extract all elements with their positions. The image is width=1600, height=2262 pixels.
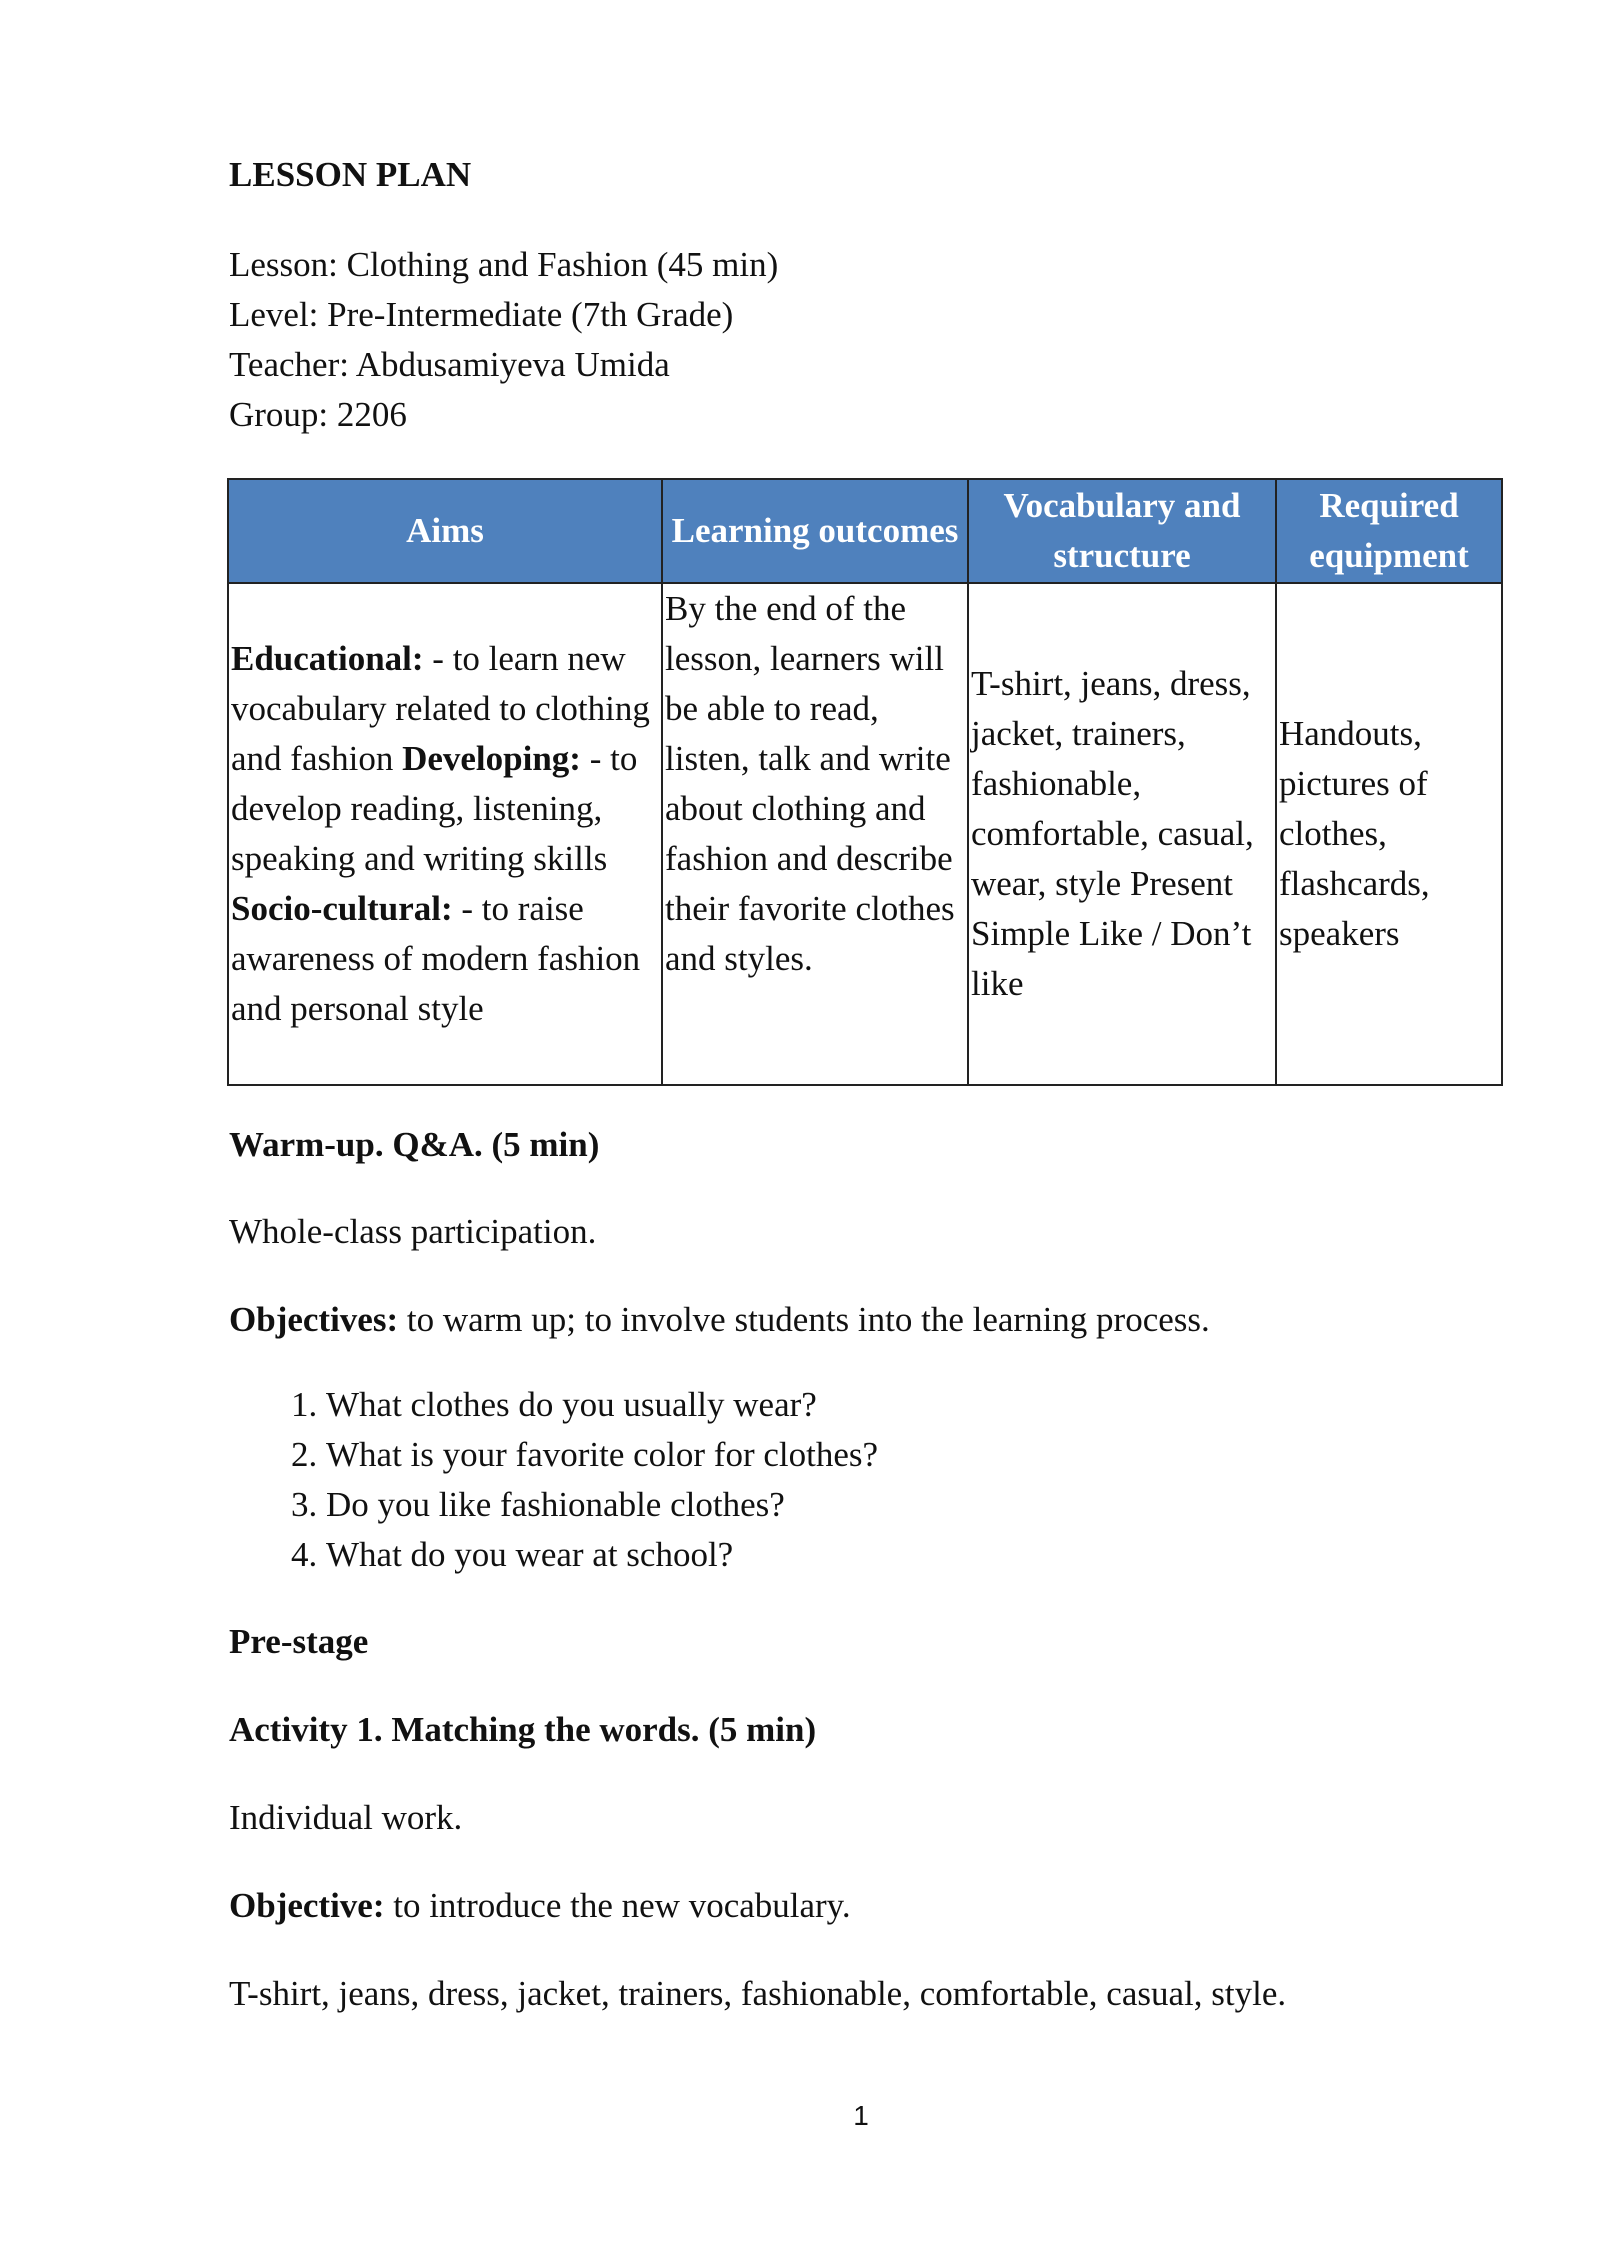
educational-text: - to learn new vocabulary related to clothing and fashion <box>231 639 650 778</box>
educational-label: Educational: <box>231 639 424 678</box>
lesson-meta <box>229 240 778 440</box>
objectives-label: Objectives: <box>229 1300 399 1339</box>
objectives-text: to warm up; to involve students into the learning process. <box>398 1300 1210 1339</box>
activity-heading: Activity 1. Matching the words. (5 min) <box>229 1710 817 1749</box>
warmup-mode: Whole-class participation. <box>229 1212 597 1251</box>
warmup-heading: Warm-up. Q&A. (5 min) <box>229 1125 600 1164</box>
activity-mode: Individual work. <box>229 1798 463 1837</box>
equipment-cell: Handouts, pictures of clothes, flashcards, speakers <box>1276 583 1502 1085</box>
warmup-objectives <box>229 1295 1210 1345</box>
activity-objective <box>229 1881 851 1931</box>
list-item: 4. What do you wear at school? <box>326 1530 878 1580</box>
developing-text: - to develop reading, listening, speaking and writing skills <box>231 739 638 878</box>
lesson-line: Lesson: Clothing and Fashion (45 min) <box>229 245 779 284</box>
list-item: 1. What clothes do you usually wear? <box>326 1380 878 1430</box>
page-number: 1 <box>853 2100 869 2131</box>
socio-cultural-label: Socio-cultural: <box>231 889 453 928</box>
list-item: 3. Do you like fashionable clothes? <box>326 1480 878 1530</box>
vocabulary-cell: T-shirt, jeans, dress, jacket, trainers, fashionable, comfortable, casual, wear, style Present Simple Like / Don’t like <box>968 583 1276 1085</box>
header-aims: Aims <box>228 479 662 583</box>
vocabulary-words: T-shirt, jeans, dress, jacket, trainers, fashionable, comfortable, casual, style. <box>229 1974 1287 2013</box>
prestage-heading: Pre-stage <box>229 1622 369 1661</box>
table-row <box>228 583 1502 1085</box>
developing-label: Developing: <box>402 739 581 778</box>
level-line: Level: Pre-Intermediate (7th Grade) <box>229 295 734 334</box>
list-item: 2. What is your favorite color for clothes? <box>326 1430 878 1480</box>
warmup-questions-list <box>229 1380 878 1580</box>
aims-cell <box>228 583 662 1085</box>
objective-label: Objective: <box>229 1886 385 1925</box>
table-header-row <box>228 479 1502 583</box>
header-learning-outcomes: Learning outcomes <box>662 479 968 583</box>
header-equipment: Required equipment <box>1276 479 1502 583</box>
teacher-line: Teacher: Abdusamiyeva Umida <box>229 345 670 384</box>
lesson-plan-table <box>227 478 1503 1086</box>
header-vocabulary: Vocabulary and structure <box>968 479 1276 583</box>
outcomes-cell: By the end of the lesson, learners will be able to read, listen, talk and write about clothing and fashion and describe their favorite clothes and styles. <box>662 583 968 1085</box>
page-title: LESSON PLAN <box>229 155 472 194</box>
objective-text: to introduce the new vocabulary. <box>384 1886 851 1925</box>
socio-cultural-text: - to raise awareness of modern fashion and personal style <box>231 889 641 1028</box>
group-line: Group: 2206 <box>229 395 407 434</box>
